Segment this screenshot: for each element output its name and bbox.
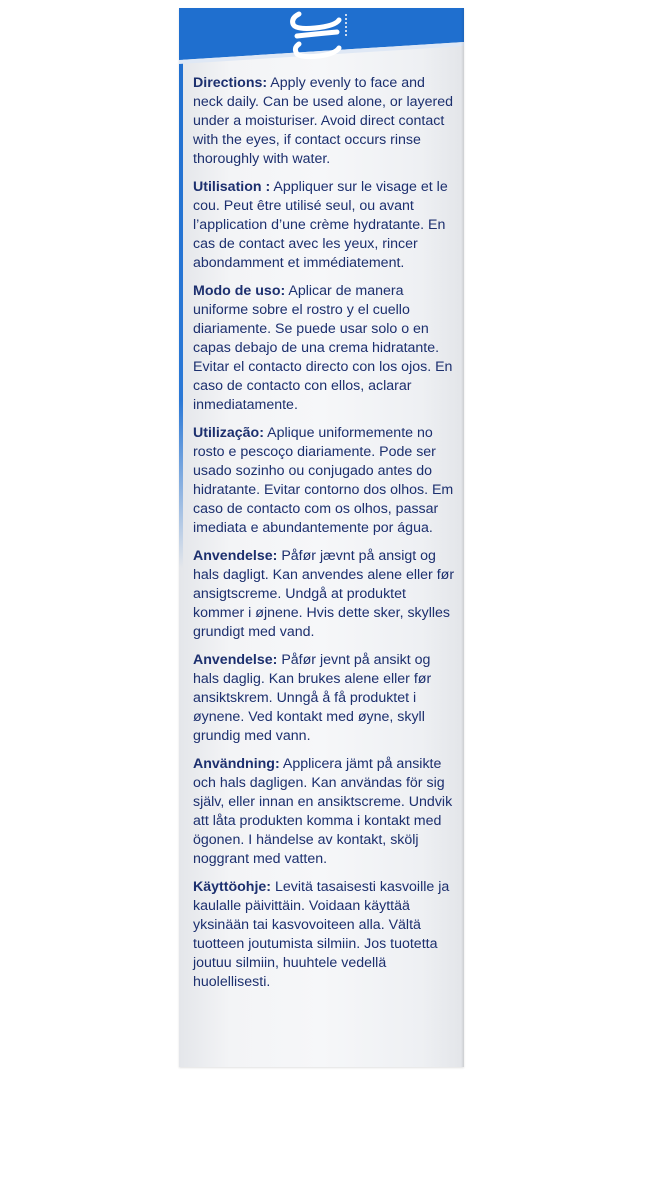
section-heading: Modo de uso: [193, 283, 286, 299]
cerave-logo-icon [285, 8, 355, 64]
section-text: Påfør jævnt på ansigt og hals dagligt. Kan anvendes alene eller før ansigtscreme. Undgå at produktet kommer i øjnene. Hvis dette sker, skylles grundigt med vand. [193, 548, 455, 640]
section-text: Apply evenly to face and neck daily. Can be used alone, or layered under a moisturiser. Avoid direct contact with the eyes, if contact occurs rinse thoroughly with water. [193, 75, 454, 167]
section-heading: Användning: [193, 756, 280, 772]
directions-fr [193, 178, 455, 273]
product-box-side-panel [179, 8, 464, 1067]
section-heading: Utilização: [193, 425, 264, 441]
directions-pt [193, 424, 455, 538]
section-heading: Anvendelse: [193, 548, 278, 564]
directions-es [193, 282, 455, 415]
section-heading: Utilisation : [193, 179, 271, 195]
section-text: Aplicar de manera uniforme sobre el rostro y el cuello diariamente. Se puede usar solo o en capas debajo de una crema hidratante. Evitar el contacto directo con los ojos. En caso de contacto con ellos, aclarar inmediatamente. [193, 283, 453, 413]
directions-no [193, 651, 455, 746]
section-heading: Käyttöohje: [193, 879, 272, 895]
directions-en [193, 74, 455, 169]
section-text: Applicera jämt på ansikte och hals dagligen. Kan användas för sig själv, eller innan en ansiktscreme. Undvik att låta produkten komma i kontakt med ögonen. I händelse av kontakt, skölj noggrant med vatten. [193, 756, 453, 867]
section-heading: Directions: [193, 75, 268, 91]
section-text: Appliquer sur le visage et le cou. Peut être utilisé seul, ou avant l’application d’une crème hydratante. En cas de contact avec les yeux, rincer abondamment et immédiatement. [193, 179, 448, 271]
directions-da [193, 547, 455, 642]
box-edge-shadow [461, 8, 464, 1067]
section-text: Påfør jevnt på ansikt og hals daglig. Kan brukes alene eller før ansiktskrem. Unngå å få produktet i øynene. Ved kontakt med øyne, skyll grundig med vann. [193, 652, 432, 744]
section-text: Levitä tasaisesti kasvoille ja kaulalle päivittäin. Voidaan käyttää yksinään tai kasvovoiteen alla. Vältä tuotteen joutumista silmiin. Jos tuotetta joutuu silmiin, huuhtele vedellä huolellisesti. [193, 879, 450, 990]
directions-text-block [193, 74, 455, 1001]
section-text: Aplique uniformemente no rosto e pescoço diariamente. Pode ser usado sozinho ou conjugado antes do hidratante. Evitar contorno dos olhos. Em caso de contacto com os olhos, passar imediata e abundantemente por água. [193, 425, 454, 536]
section-heading: Anvendelse: [193, 652, 278, 668]
directions-sv [193, 755, 455, 869]
directions-fi [193, 878, 455, 992]
blue-side-stripe [179, 8, 183, 568]
